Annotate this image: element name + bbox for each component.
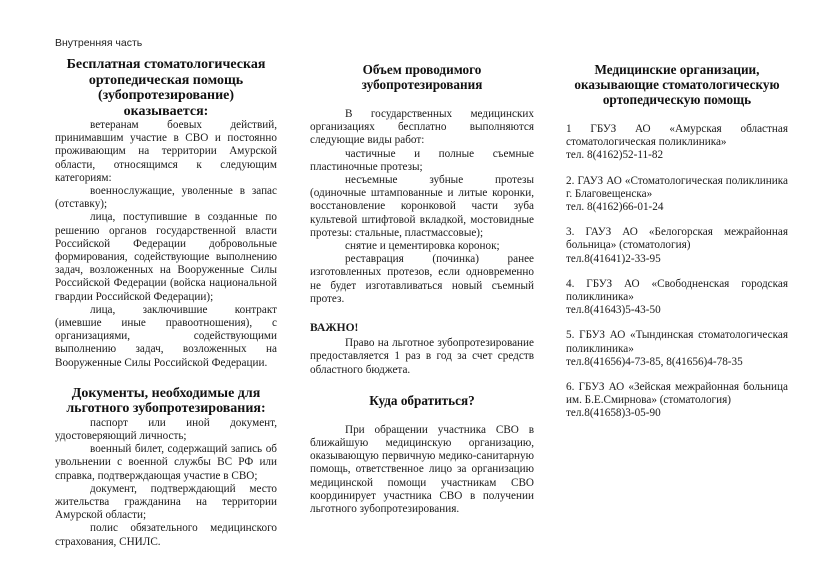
scope-item: несъемные зубные протезы (одиночные штампованные и литые коронки, восстановление коронковой части зуба культевой штифтовой вкладкой, мостовидные протезы: стальные, пластмассовые);	[310, 174, 534, 239]
organization-phone: тел.8(41658)3-05-90	[566, 407, 661, 420]
organization-name: 1 ГБУЗ АО «Амурская областная стоматологическая поликлиника»	[566, 123, 788, 149]
organization-name: 2. ГАУЗ АО «Стоматологическая поликлиника г. Благовещенска»	[566, 174, 788, 200]
organization-phone: тел.8(41641)2-33-95	[566, 252, 661, 265]
column-scope	[310, 62, 534, 516]
scope-intro: В государственных медицинских организациях бесплатно выполняются следующие виды работ:	[310, 108, 534, 147]
scope-item: снятие и цементировка коронок;	[345, 240, 500, 253]
document-item: полис обязательного медицинского страхования, СНИЛС.	[55, 522, 277, 548]
scope-heading: Объем проводимого зубопротезирования	[361, 62, 483, 92]
organization-phone: тел. 8(4162)52-11-82	[566, 149, 664, 162]
where-heading: Куда обратиться?	[369, 392, 475, 408]
organization-item	[566, 381, 788, 421]
documents-heading: Документы, необходимые для льготного зубопротезирования:	[66, 385, 266, 417]
where-text: При обращении участника СВО в ближайшую медицинскую организацию, оказывающую первичную медико-санитарную помощь, ответственное лицо за организацию медицинской помощи участникам СВО координирует участника СВО в получении льготного зубопротезирования.	[310, 423, 534, 516]
scope-item: реставрация (починка) ранее изготовленных протезов, если одновременно не будет изготавливаться новый съемный протез.	[310, 253, 534, 305]
column-eligibility	[55, 57, 277, 549]
column-organizations	[566, 62, 788, 433]
organization-item	[566, 175, 788, 215]
document-item: военный билет, содержащий запись об увольнении с военной службы ВС РФ или справка, подтверждающая участие в СВО;	[55, 443, 277, 482]
organization-phone: тел.8(41656)4-73-85, 8(41656)4-78-35	[566, 355, 743, 368]
organization-name: 6. ГБУЗ АО «Зейская межрайонная больница им. Б.Е.Смирнова» (стоматология)	[566, 381, 788, 407]
page-label: Внутренняя часть	[55, 37, 143, 49]
organization-item	[566, 123, 788, 163]
eligibility-item: лица, заключившие контракт (имевшие иные правоотношения), с организациями, содействующими выполнению задач, возложенных на Вооруженные Силы Российской Федерации.	[55, 303, 277, 369]
document-item: документ, подтверждающий место жительства гражданина на территории Амурской области;	[55, 482, 277, 522]
organizations-heading: Медицинские организации, оказывающие стоматологическую ортопедическую помощь	[574, 62, 780, 107]
organization-phone: тел.8(41643)5-43-50	[566, 304, 661, 317]
eligibility-intro: ветеранам боевых действий, принимавшим участие в СВО и постоянно проживающим на территории Амурской области, относящимся к следующим категориям:	[55, 119, 277, 184]
organization-name: 4. ГБУЗ АО «Свободненская городская поликлиника»	[566, 277, 788, 304]
important-label: ВАЖНО!	[310, 322, 359, 335]
eligibility-item: лица, поступившие в созданные по решению органов государственной власти Российской Федерации добровольные формирования, содействующие выполнению задач, возложенных на Вооруженные Силы Российской Федерации (войска национальной гвардии Российской Федерации);	[55, 211, 277, 303]
important-text: Право на льготное зубопротезирование предоставляется 1 раз в год за счет средств областного бюджета.	[310, 337, 534, 376]
eligibility-item: военнослужащие, уволенные в запас (отставку);	[55, 185, 277, 211]
organization-item	[566, 278, 788, 318]
organization-item	[566, 329, 788, 369]
organization-phone: тел. 8(4162)66-01-24	[566, 201, 664, 214]
eligibility-heading: Бесплатная стоматологическая ортопедическая помощь (зубопротезирование) оказывается:	[66, 57, 266, 119]
organization-name: 5. ГБУЗ АО «Тындинская стоматологическая поликлиника»	[566, 329, 788, 355]
document-item: паспорт или иной документ, удостоверяющий личность;	[55, 416, 277, 443]
organization-item	[566, 226, 788, 266]
organization-name: 3. ГАУЗ АО «Белогорская межрайонная больница» (стоматология)	[566, 226, 788, 252]
scope-item: частичные и полные съемные пластиночные протезы;	[310, 147, 534, 173]
